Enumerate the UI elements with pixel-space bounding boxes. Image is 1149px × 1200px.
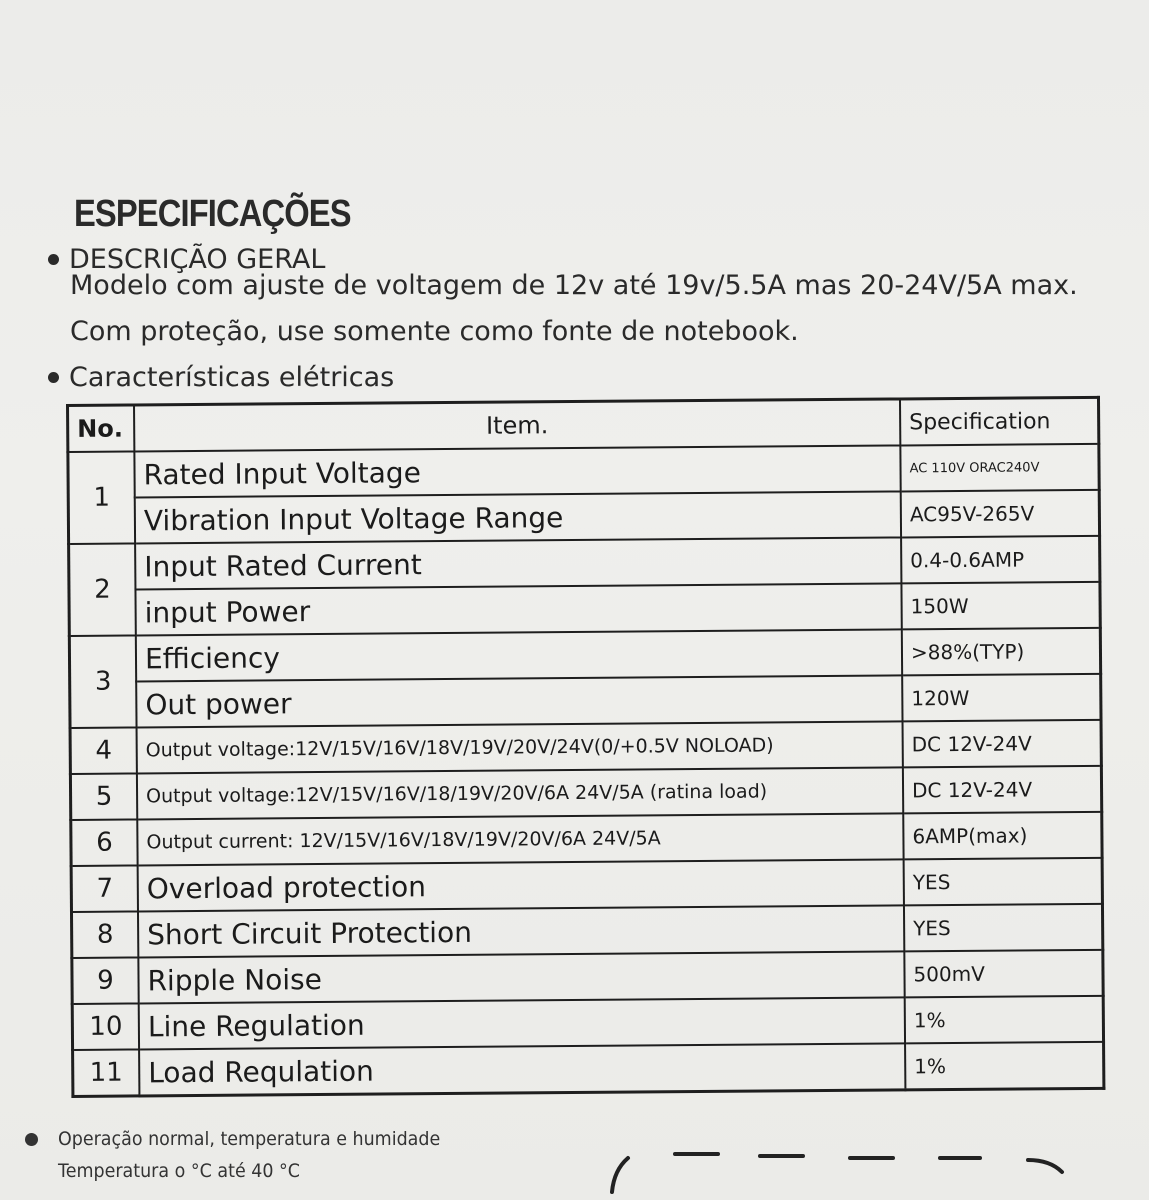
bullet-icon <box>25 1133 38 1146</box>
row-spec: 0.4-0.6AMP <box>901 536 1100 584</box>
row-spec: YES <box>904 858 1103 906</box>
header-item: Item. <box>134 399 900 452</box>
row-spec: AC95V-265V <box>901 490 1100 538</box>
row-item: Output current: 12V/15V/16V/18V/19V/20V/6A 24V/5A <box>137 813 903 865</box>
description-line-1: Modelo com ajuste de voltagem de 12v até 19v/5.5A mas 20-24V/5A max. <box>70 270 1078 301</box>
row-no: 4 <box>70 727 137 774</box>
table-row <box>69 536 1100 590</box>
table-row <box>71 858 1102 912</box>
description-line-2: Com proteção, use somente como fonte de notebook. <box>70 316 799 347</box>
section-heading: Características elétricas <box>69 362 395 393</box>
row-spec: 6AMP(max) <box>903 812 1102 860</box>
row-item: Load Requlation <box>139 1043 905 1096</box>
row-spec: >88%(TYP) <box>902 628 1101 676</box>
section-heading: DESCRIÇÃO GERAL <box>69 244 326 275</box>
row-item: Output voltage:12V/15V/16V/18/19V/20V/6A 24V/5A (ratina load) <box>137 767 903 819</box>
row-item: Efficiency <box>136 629 902 681</box>
row-spec: AC 110V ORAC240V <box>900 444 1099 492</box>
table-row <box>70 720 1101 774</box>
table-row <box>69 628 1100 682</box>
header-no: No. <box>68 405 135 452</box>
row-no: 10 <box>72 1003 139 1050</box>
row-no: 1 <box>68 451 135 544</box>
row-item: Overload protection <box>138 859 904 911</box>
row-item: Rated Input Voltage <box>134 445 900 497</box>
table-row <box>69 582 1100 636</box>
table-row <box>73 1042 1104 1097</box>
table-header-row <box>68 397 1099 452</box>
row-no: 2 <box>69 543 136 636</box>
row-no: 3 <box>69 635 136 728</box>
bullet-icon <box>48 372 59 383</box>
row-no: 5 <box>70 773 137 820</box>
row-spec: 120W <box>902 674 1101 722</box>
row-spec: DC 12V-24V <box>903 766 1102 814</box>
row-spec: 150W <box>901 582 1100 630</box>
table-row <box>72 950 1103 1004</box>
row-item: Input Rated Current <box>135 537 901 589</box>
spec-table <box>66 396 1105 1098</box>
row-no: 8 <box>71 911 138 958</box>
header-spec: Specification <box>900 397 1099 445</box>
row-no: 6 <box>71 819 138 866</box>
footer-line-2: Temperatura o °C até 40 °C <box>58 1160 301 1182</box>
footer-line-1: Operação normal, temperatura e humidade <box>58 1128 441 1150</box>
row-no: 11 <box>73 1049 140 1096</box>
table-row <box>68 444 1099 498</box>
table-row <box>68 490 1099 544</box>
row-spec: 500mV <box>904 950 1103 998</box>
row-item: Out power <box>136 675 902 727</box>
row-spec: 1% <box>905 996 1104 1044</box>
row-item: Output voltage:12V/15V/16V/18V/19V/20V/24V(0/+0.5V NOLOAD) <box>137 721 903 773</box>
row-item: input Power <box>135 583 901 635</box>
bullet-icon <box>48 254 59 265</box>
table-row <box>71 904 1102 958</box>
row-no: 7 <box>71 865 138 912</box>
row-item: Vibration Input Voltage Range <box>135 491 901 543</box>
table-row <box>71 812 1102 866</box>
row-spec: YES <box>904 904 1103 952</box>
row-no: 9 <box>72 957 139 1004</box>
page-title: ESPECIFICAÇÕES <box>74 193 351 235</box>
row-item: Short Circuit Protection <box>138 905 904 957</box>
table-row <box>70 674 1101 728</box>
row-item: Ripple Noise <box>138 951 904 1003</box>
dashed-outline-decoration <box>600 1140 1080 1200</box>
section-electrical <box>48 362 394 393</box>
table-row <box>70 766 1101 820</box>
row-item: Line Regulation <box>139 997 905 1049</box>
row-spec: DC 12V-24V <box>903 720 1102 768</box>
table-row <box>72 996 1103 1050</box>
row-spec: 1% <box>905 1042 1104 1090</box>
